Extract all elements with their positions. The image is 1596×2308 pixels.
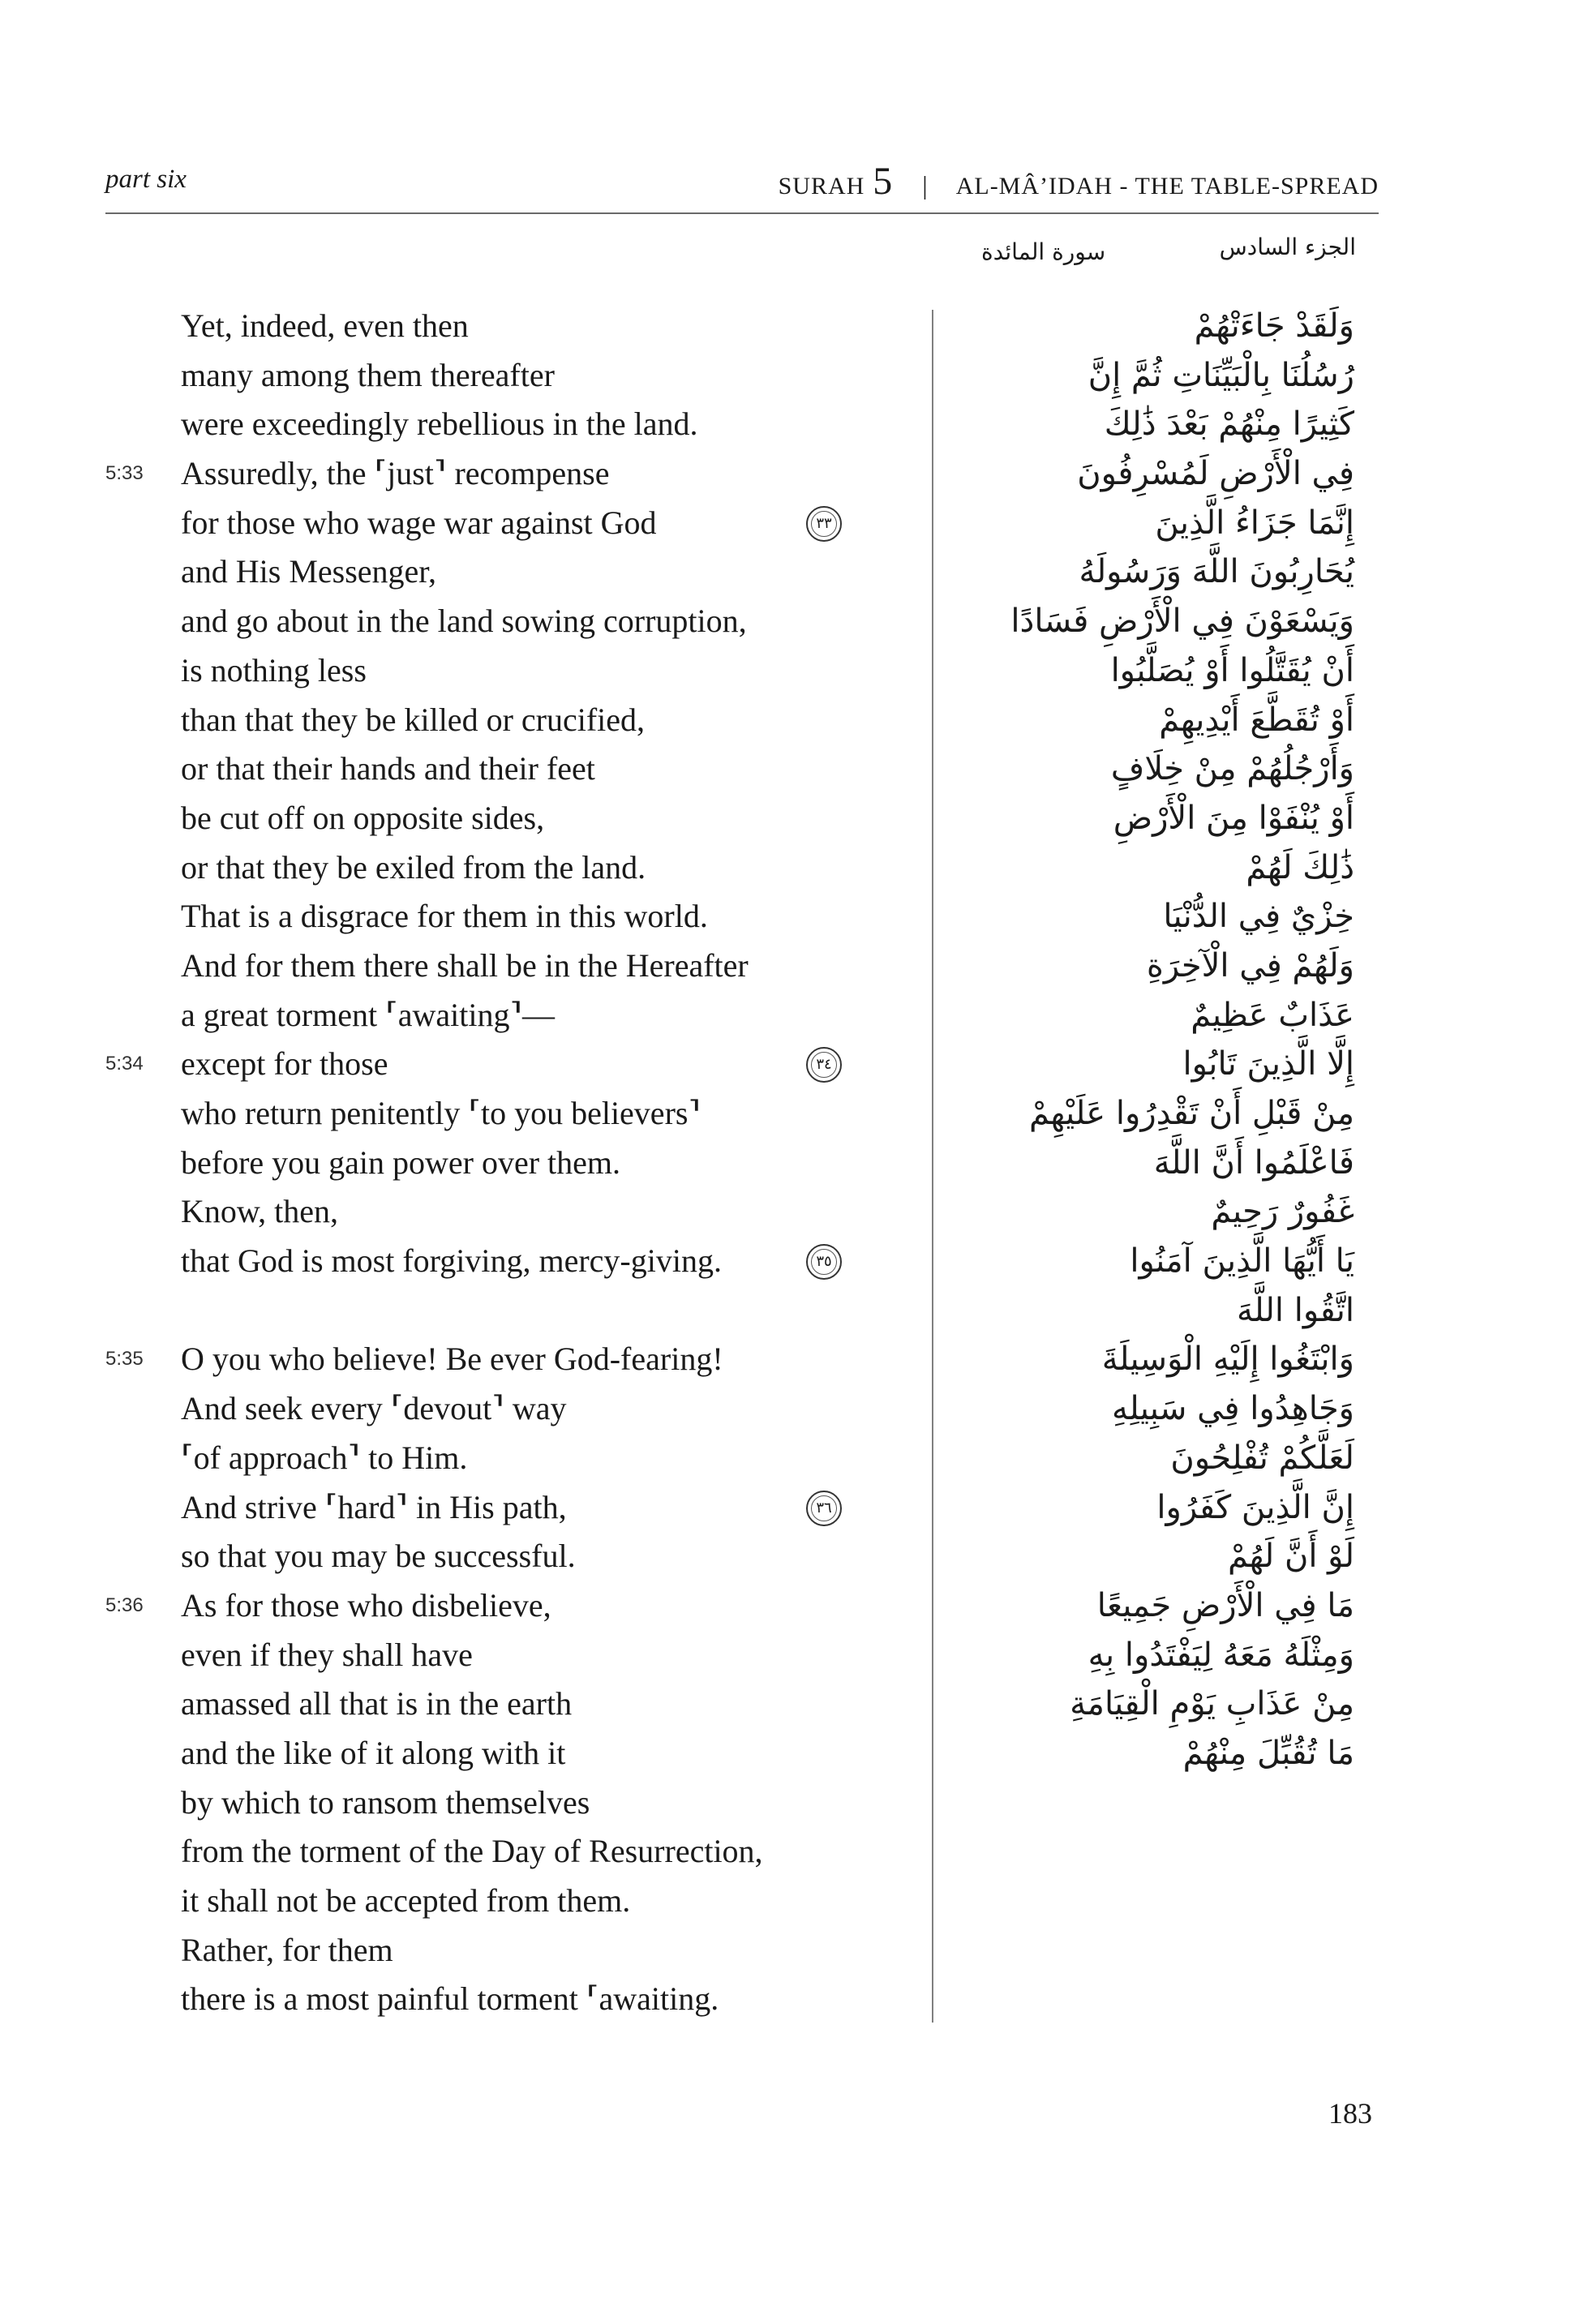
- arabic-text: فِي الْأَرْضِ لَمُسْرِفُونَ: [1077, 455, 1354, 493]
- arabic-text: يَا أَيُّهَا الَّذِينَ آمَنُوا: [1130, 1242, 1354, 1281]
- arabic-line: [816, 1040, 1354, 1089]
- translation-text: And strive ⸢hard⸣ in His path,: [181, 1488, 567, 1525]
- arabic-line: [949, 597, 1354, 646]
- arabic-text-column: [816, 302, 1354, 1778]
- translation-line: [105, 1089, 916, 1139]
- arabic-text: يُحَارِبُونَ اللَّهَ وَرَسُولَهُ: [1079, 553, 1354, 591]
- translation-line: [105, 1532, 916, 1581]
- arabic-text: إِلَّا الَّذِينَ تَابُوا: [1182, 1045, 1354, 1083]
- verse-number: 5:34: [105, 1053, 144, 1075]
- arabic-surah-heading: سورة المائدة: [981, 238, 1106, 265]
- translation-line: [105, 892, 916, 942]
- translation-line: [105, 1139, 916, 1188]
- arabic-line: [949, 1581, 1354, 1631]
- translation-text: and His Messenger,: [181, 553, 436, 590]
- arabic-text: رُسُلُنَا بِالْبَيِّنَاتِ ثُمَّ إِنَّ: [1088, 356, 1354, 394]
- arabic-text: لَوْ أَنَّ لَهُمْ: [1227, 1538, 1354, 1576]
- arabic-text: إِنَّمَا جَزَاءُ الَّذِينَ: [1155, 504, 1354, 542]
- arabic-line: [949, 843, 1354, 893]
- translation-line: [105, 1877, 916, 1926]
- verse-end-marker-icon: ٣٣: [806, 506, 842, 542]
- translation-line: [105, 1827, 916, 1877]
- arabic-line: [816, 499, 1354, 548]
- arabic-line: [949, 302, 1354, 351]
- arabic-line: [949, 1729, 1354, 1778]
- running-head-part: part six: [105, 165, 187, 194]
- arabic-text: أَوْ تُقَطَّعَ أَيْدِيهِمْ: [1159, 701, 1354, 739]
- translation-text: a great torment ⸢awaiting⸣—: [181, 996, 556, 1033]
- arabic-text: وَأَرْجُلُهُمْ مِنْ خِلَافٍ: [1110, 750, 1354, 788]
- translation-text: before you gain power over them.: [181, 1143, 621, 1181]
- arabic-text: أَوْ يُنْفَوْا مِنَ الْأَرْضِ: [1113, 799, 1354, 837]
- translation-line: [105, 794, 916, 843]
- translation-line: [105, 1335, 916, 1384]
- arabic-line: [949, 351, 1354, 401]
- translation-text: or that their hands and their feet: [181, 750, 595, 787]
- arabic-text: لَعَلَّكُمْ تُفْلِحُونَ: [1170, 1439, 1354, 1477]
- translation-text: from the torment of the Day of Resurrection,: [181, 1833, 763, 1870]
- translation-line: [105, 400, 916, 449]
- translation-text: were exceedingly rebellious in the land.: [181, 405, 698, 443]
- translation-text: and the like of it along with it: [181, 1734, 566, 1771]
- translation-text: except for those: [181, 1045, 388, 1083]
- arabic-text: مِنْ قَبْلِ أَنْ تَقْدِرُوا عَلَيْهِمْ: [1028, 1095, 1354, 1132]
- translation-line: [105, 1040, 916, 1089]
- arabic-line: [949, 794, 1354, 843]
- surah-name: AL-MÂ’IDAH - THE TABLE-SPREAD: [955, 173, 1379, 199]
- arabic-text: فَاعْلَمُوا أَنَّ اللَّهَ: [1153, 1143, 1354, 1182]
- translation-text: is nothing less: [181, 651, 367, 689]
- arabic-line: [949, 1384, 1354, 1434]
- translation-text: amassed all that is in the earth: [181, 1685, 573, 1722]
- translation-line: [105, 1729, 916, 1778]
- translation-line: [105, 991, 916, 1040]
- arabic-line: [949, 1089, 1354, 1139]
- arabic-line: [949, 991, 1354, 1040]
- arabic-line: [949, 744, 1354, 794]
- translation-text: than that they be killed or crucified,: [181, 701, 646, 738]
- translation-text: As for those who disbelieve,: [181, 1586, 551, 1624]
- translation-text: or that they be exiled from the land.: [181, 848, 646, 886]
- verse-end-marker-icon: ٣٥: [806, 1244, 842, 1280]
- translation-text: there is a most painful torment ⸢awaiting.: [181, 1980, 719, 2018]
- translation-line: [105, 499, 916, 548]
- translation-line: [105, 1237, 916, 1286]
- arabic-text: غَفُورٌ رَحِيمٌ: [1211, 1193, 1354, 1231]
- translation-line: [105, 1778, 916, 1828]
- arabic-line: [949, 646, 1354, 696]
- arabic-line: [949, 892, 1354, 942]
- translation-line: [105, 942, 916, 991]
- translation-line: [105, 351, 916, 401]
- arabic-text: أَنْ يُقَتَّلُوا أَوْ يُصَلَّبُوا: [1110, 651, 1354, 689]
- translation-text: and go about in the land sowing corruption,: [181, 603, 747, 640]
- arabic-line: [949, 1335, 1354, 1384]
- arabic-line: [949, 1286, 1354, 1336]
- translation-text: that God is most forgiving, mercy-giving.: [181, 1242, 722, 1280]
- translation-line: [105, 302, 916, 351]
- arabic-line: [816, 1237, 1354, 1286]
- translation-text: be cut off on opposite sides,: [181, 799, 545, 836]
- translation-text: And seek every ⸢devout⸣ way: [181, 1390, 567, 1427]
- arabic-line: [949, 696, 1354, 745]
- translation-text: That is a disgrace for them in this world.: [181, 898, 708, 935]
- translation-text: Know, then,: [181, 1193, 339, 1230]
- arabic-text: اتَّقُوا اللَّهَ: [1237, 1291, 1354, 1329]
- translation-text: who return penitently ⸢to you believers⸣: [181, 1095, 701, 1131]
- arabic-text: وَلَقَدْ جَاءَتْهُمْ: [1194, 307, 1354, 345]
- arabic-juz-heading: الجزء السادس: [1219, 234, 1356, 260]
- english-translation-column: [105, 302, 916, 2024]
- translation-line: [105, 843, 916, 893]
- arabic-text: وَيَسْعَوْنَ فِي الْأَرْضِ فَسَادًا: [1010, 603, 1354, 641]
- arabic-line: [949, 400, 1354, 449]
- translation-text: Rather, for them: [181, 1931, 393, 1968]
- arabic-text: كَثِيرًا مِنْهُمْ بَعْدَ ذَٰلِكَ: [1104, 405, 1354, 444]
- header-rule: [105, 212, 1379, 214]
- column-divider: [932, 310, 933, 2023]
- arabic-text: عَذَابٌ عَظِيمٌ: [1191, 996, 1354, 1034]
- arabic-line: [949, 1532, 1354, 1581]
- translation-text: it shall not be accepted from them.: [181, 1882, 631, 1919]
- translation-line: [105, 744, 916, 794]
- page-number: 183: [1328, 2097, 1372, 2130]
- arabic-text: وَجَاهِدُوا فِي سَبِيلِهِ: [1112, 1390, 1354, 1428]
- arabic-text: مِنْ عَذَابِ يَوْمِ الْقِيَامَةِ: [1070, 1685, 1354, 1723]
- arabic-line: [949, 942, 1354, 991]
- translation-line: [105, 1680, 916, 1729]
- translation-line: [105, 1581, 916, 1631]
- translation-line: [105, 646, 916, 696]
- translation-line: [105, 1434, 916, 1483]
- arabic-line: [949, 1680, 1354, 1729]
- translation-text: so that you may be successful.: [181, 1538, 576, 1575]
- arabic-text: وَمِثْلَهُ مَعَهُ لِيَفْتَدُوا بِهِ: [1088, 1636, 1354, 1674]
- verse-end-marker-icon: ٣٦: [806, 1491, 842, 1526]
- translation-line: [105, 1187, 916, 1237]
- arabic-line: [949, 449, 1354, 499]
- arabic-line: [949, 547, 1354, 597]
- translation-line: [105, 1483, 916, 1533]
- surah-number: 5: [873, 160, 894, 203]
- running-head-surah: [779, 159, 1379, 204]
- arabic-text: مَا تُقُبِّلَ مِنْهُمْ: [1182, 1734, 1354, 1772]
- verse-number: 5:36: [105, 1594, 144, 1616]
- translation-text: even if they shall have: [181, 1636, 473, 1673]
- translation-text: And for them there shall be in the Hereafter: [181, 946, 749, 984]
- translation-text: ⸢of approach⸣ to Him.: [181, 1439, 468, 1476]
- translation-line: [105, 597, 916, 646]
- arabic-line: [816, 1483, 1354, 1533]
- arabic-text: وَابْتَغُوا إِلَيْهِ الْوَسِيلَةَ: [1101, 1341, 1354, 1379]
- translation-line: [105, 1631, 916, 1680]
- translation-line: [105, 1384, 916, 1434]
- verse-end-marker-icon: ٣٤: [806, 1047, 842, 1083]
- translation-text: Yet, indeed, even then: [181, 307, 469, 344]
- verse-number: 5:33: [105, 462, 144, 485]
- arabic-line: [949, 1187, 1354, 1237]
- arabic-text: خِزْيٌ فِي الدُّنْيَا: [1163, 898, 1354, 936]
- translation-text: many among them thereafter: [181, 356, 555, 393]
- translation-line: [105, 1975, 916, 2024]
- translation-line: [105, 449, 916, 499]
- arabic-line: [949, 1631, 1354, 1680]
- arabic-line: [949, 1434, 1354, 1483]
- header-separator: |: [922, 170, 929, 199]
- verse-number: 5:35: [105, 1348, 144, 1371]
- translation-line: [105, 1286, 916, 1336]
- translation-text: Assuredly, the ⸢just⸣ recompense: [181, 455, 610, 492]
- translation-line: [105, 1926, 916, 1976]
- translation-text: for those who wage war against God: [181, 504, 657, 541]
- arabic-text: وَلَهُمْ فِي الْآخِرَةِ: [1146, 946, 1354, 985]
- arabic-text: مَا فِي الْأَرْضِ جَمِيعًا: [1096, 1586, 1354, 1624]
- arabic-text: ذَٰلِكَ لَهُمْ: [1246, 848, 1354, 886]
- arabic-line: [949, 1139, 1354, 1188]
- translation-text: by which to ransom themselves: [181, 1783, 590, 1821]
- translation-line: [105, 547, 916, 597]
- translation-text: O you who believe! Be ever God-fearing!: [181, 1341, 723, 1378]
- surah-word: SURAH: [778, 173, 865, 199]
- translation-line: [105, 696, 916, 745]
- arabic-text: إِنَّ الَّذِينَ كَفَرُوا: [1156, 1488, 1354, 1526]
